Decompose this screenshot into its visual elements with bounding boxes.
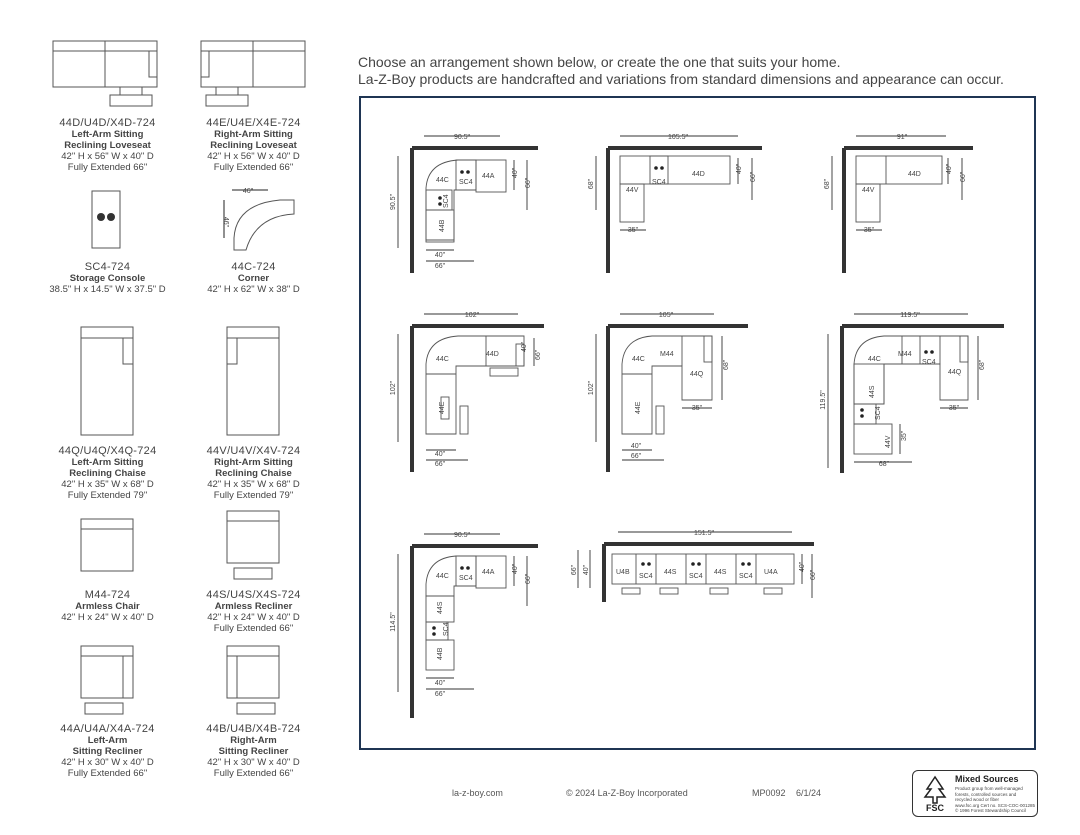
arrangement-diagram xyxy=(392,128,542,276)
piece-label: 44V xyxy=(626,187,639,194)
piece-name: Left-Arm Sitting xyxy=(71,457,144,468)
piece-label: 44S xyxy=(714,569,727,576)
footer-website[interactable]: la-z-boy.com xyxy=(452,788,503,798)
piece-name: Reclining Chaise xyxy=(69,468,146,479)
dim-label: 40" xyxy=(630,443,642,450)
dim-label: 66" xyxy=(525,573,532,584)
piece-label: 44D xyxy=(908,171,921,178)
piece-code: 44E/U4E/X4E-724 xyxy=(206,117,301,129)
fsc-line: forests, controlled sources and xyxy=(955,791,1017,797)
dim-label: 40" xyxy=(799,561,806,572)
chaise-left-arm-icon xyxy=(80,326,136,438)
dim-label: 66" xyxy=(630,453,642,460)
piece-label: SC4 xyxy=(689,573,703,580)
piece-card xyxy=(30,262,185,295)
piece-label: M44 xyxy=(898,351,912,358)
dim-label: 68" xyxy=(723,359,730,370)
dim-label: 40" xyxy=(583,564,590,576)
dim-label: 40" xyxy=(434,252,446,259)
loveseat-left-arm-icon xyxy=(52,40,160,108)
piece-dims: 42" H x 35" W x 68" D xyxy=(207,479,300,490)
piece-name: Corner xyxy=(237,273,270,284)
dim-label: 91" xyxy=(896,134,908,141)
dim-label: 68" xyxy=(878,461,890,468)
fsc-line: www.fsc.org Cert no. SCS-COC-001285 xyxy=(955,802,1036,808)
piece-label: 44S xyxy=(437,601,444,614)
footer-date: 6/1/24 xyxy=(796,788,822,798)
piece-label: SC4 xyxy=(922,359,936,366)
piece-code: M44-724 xyxy=(84,589,131,601)
recliner-right-arm-icon xyxy=(226,645,282,717)
piece-label: 44C xyxy=(436,573,449,580)
chaise-right-arm-icon xyxy=(226,326,282,438)
piece-name: Sitting Recliner xyxy=(218,746,289,757)
piece-card xyxy=(40,446,175,501)
arrangement-diagram xyxy=(590,128,765,276)
armless-recliner-icon xyxy=(226,510,282,582)
piece-dims: Fully Extended 66" xyxy=(67,768,148,779)
piece-label: SC4 xyxy=(459,575,473,582)
dim-label: 68" xyxy=(979,359,986,370)
arrangement-diagram xyxy=(392,308,552,476)
recliner-left-arm-icon xyxy=(80,645,136,717)
piece-name: Sitting Recliner xyxy=(72,746,143,757)
piece-card xyxy=(186,590,321,634)
piece-code: SC4-724 xyxy=(84,261,131,273)
loveseat-right-arm-icon xyxy=(200,40,308,108)
piece-name: Reclining Loveseat xyxy=(210,140,297,151)
fsc-fine-print xyxy=(955,786,1037,814)
fsc-mark: FSC xyxy=(926,803,944,813)
piece-dims: Fully Extended 66" xyxy=(213,768,294,779)
dim-label: 40" xyxy=(736,163,743,174)
piece-dims: Fully Extended 66" xyxy=(67,162,148,173)
dim-label: 66" xyxy=(750,171,757,182)
piece-label: SC4 xyxy=(652,179,666,186)
piece-name: Reclining Chaise xyxy=(215,468,292,479)
piece-dims: 42" H x 35" W x 68" D xyxy=(61,479,154,490)
piece-dims: 42" H x 24" W x 40" D xyxy=(61,612,154,623)
piece-card xyxy=(40,118,175,173)
piece-name: Right-Arm Sitting xyxy=(214,129,293,140)
piece-dims: 38.5" H x 14.5" W x 37.5" D xyxy=(49,284,166,295)
piece-name: Left-Arm xyxy=(87,735,128,746)
piece-card xyxy=(186,446,321,501)
piece-name: Right-Arm Sitting xyxy=(214,457,293,468)
dim-label: 66" xyxy=(434,461,446,468)
dim-label: 114.5" xyxy=(390,612,397,632)
piece-card xyxy=(186,724,321,779)
piece-label: 44D xyxy=(486,351,499,358)
arrangement-diagram xyxy=(572,526,817,604)
dim-label: 40" xyxy=(434,451,446,458)
piece-label: 44Q xyxy=(690,371,704,378)
piece-dims: 42" H x 30" W x 40" D xyxy=(207,757,300,768)
footer-copyright: © 2024 La-Z-Boy Incorporated xyxy=(566,788,688,798)
corner-wedge-icon xyxy=(218,186,298,252)
piece-label: M44 xyxy=(660,351,674,358)
dim-label: 66" xyxy=(810,569,817,580)
dim-label: 40" xyxy=(512,563,519,574)
piece-name: Armless Recliner xyxy=(214,601,293,612)
arrangement-diagram xyxy=(826,128,976,276)
dim-label: 90.5" xyxy=(453,532,471,539)
piece-card xyxy=(186,118,321,173)
dim-label: 90.5" xyxy=(453,134,471,141)
dim-label: 66" xyxy=(535,349,542,360)
piece-label: 44E xyxy=(439,401,446,414)
piece-label: 44C xyxy=(868,356,881,363)
piece-dims: Fully Extended 79" xyxy=(213,490,294,501)
piece-label: 44B xyxy=(437,647,444,660)
piece-card xyxy=(40,724,175,779)
dim-label: 35" xyxy=(691,405,703,412)
dim-label: 151.5" xyxy=(693,530,715,537)
piece-dims: 42" H x 56" W x 40" D xyxy=(207,151,300,162)
piece-dims: 42" H x 62" W x 38" D xyxy=(207,284,300,295)
piece-label: 44S xyxy=(869,385,876,398)
piece-label: SC4 xyxy=(639,573,653,580)
piece-name: Right-Arm xyxy=(230,735,277,746)
piece-label: 44C xyxy=(436,356,449,363)
piece-name: Reclining Loveseat xyxy=(64,140,151,151)
piece-name: Storage Console xyxy=(69,273,146,284)
dim-label: 102" xyxy=(588,380,595,396)
arrangement-diagram xyxy=(590,308,750,476)
piece-code: 44D/U4D/X4D-724 xyxy=(59,117,156,129)
piece-label: 44C xyxy=(632,356,645,363)
dim-label: 66" xyxy=(525,177,532,188)
piece-label: 44Q xyxy=(948,369,962,376)
armless-chair-icon xyxy=(80,518,136,574)
dim-label: 35" xyxy=(863,227,875,234)
piece-dims: 42" H x 56" W x 40" D xyxy=(61,151,154,162)
piece-name: Armless Chair xyxy=(75,601,140,612)
dim-label: 102" xyxy=(464,312,480,319)
dim-label: 40" xyxy=(512,167,519,178)
piece-label: 44S xyxy=(664,569,677,576)
svg-text:46": 46" xyxy=(242,188,254,195)
svg-text:46": 46" xyxy=(222,216,229,228)
intro-line: La-Z-Boy products are handcrafted and variations from standard dimensions and appearance can occur. xyxy=(358,71,1004,87)
piece-dims: Fully Extended 79" xyxy=(67,490,148,501)
piece-label: 44D xyxy=(692,171,705,178)
intro-line: Choose an arrangement shown below, or create the one that suits your home. xyxy=(358,54,841,70)
arrangement-diagram xyxy=(818,308,1008,476)
dim-label: 90.5" xyxy=(390,193,397,211)
dim-label: 35" xyxy=(627,227,639,234)
piece-label: U4A xyxy=(764,569,778,576)
piece-code: 44A/U4A/X4A-724 xyxy=(60,723,155,735)
dim-label: 40" xyxy=(434,680,446,687)
dim-label: 35" xyxy=(948,405,960,412)
arrangement-diagram xyxy=(392,526,542,720)
piece-name: Left-Arm Sitting xyxy=(71,129,144,140)
dim-label: 66" xyxy=(434,691,446,698)
piece-label: SC4 xyxy=(459,179,473,186)
fsc-badge xyxy=(912,770,1038,817)
piece-label: SC4 xyxy=(739,573,753,580)
dim-label: 35" xyxy=(901,430,908,441)
dim-label: 40" xyxy=(521,341,528,352)
piece-card xyxy=(186,262,321,295)
dim-label: 66" xyxy=(960,171,967,182)
storage-console-icon xyxy=(91,190,123,250)
piece-code: 44C-724 xyxy=(231,261,276,273)
dim-label: 119.5" xyxy=(820,390,827,410)
piece-label: 44C xyxy=(436,177,449,184)
dim-label: 105" xyxy=(658,312,674,319)
piece-dims: Fully Extended 66" xyxy=(213,623,294,634)
piece-code: 44S/U4S/X4S-724 xyxy=(206,589,301,601)
piece-label: 44E xyxy=(635,401,642,414)
dim-label: 68" xyxy=(824,178,831,190)
piece-label: 44V xyxy=(862,187,875,194)
piece-code: 44V/U4V/X4V-724 xyxy=(206,445,301,457)
dim-label: 105.5" xyxy=(667,134,689,141)
piece-label: SC4 xyxy=(443,194,450,208)
dim-label: 119.5" xyxy=(900,312,920,319)
fsc-line: recycled wood or fiber xyxy=(955,797,1000,802)
fsc-line: Product group from well-managed xyxy=(955,786,1023,791)
intro-text xyxy=(358,54,1004,88)
dim-label: 66" xyxy=(434,263,446,270)
piece-dims: 42" H x 24" W x 40" D xyxy=(207,612,300,623)
fsc-line: © 1996 Forest Stewardship Council xyxy=(955,808,1026,813)
piece-label: SC4 xyxy=(875,406,882,420)
piece-label: 44B xyxy=(439,219,446,232)
footer-docnum: MP0092 xyxy=(752,788,786,798)
piece-label: 44A xyxy=(482,173,495,180)
dim-label: 40" xyxy=(946,163,953,174)
piece-code: 44Q/U4Q/X4Q-724 xyxy=(58,445,157,457)
fsc-tree-icon xyxy=(919,775,951,813)
piece-label: U4B xyxy=(616,569,630,576)
piece-label: 44V xyxy=(885,435,892,448)
dim-label: 68" xyxy=(588,178,595,190)
piece-dims: Fully Extended 66" xyxy=(213,162,294,173)
piece-code: 44B/U4B/X4B-724 xyxy=(206,723,301,735)
piece-card xyxy=(40,590,175,623)
piece-dims: 42" H x 30" W x 40" D xyxy=(61,757,154,768)
dim-label: 102" xyxy=(390,380,397,396)
piece-label: 44A xyxy=(482,569,495,576)
dim-label: 66" xyxy=(571,564,578,576)
piece-label: SC4 xyxy=(443,622,450,636)
fsc-title: Mixed Sources xyxy=(955,774,1019,784)
